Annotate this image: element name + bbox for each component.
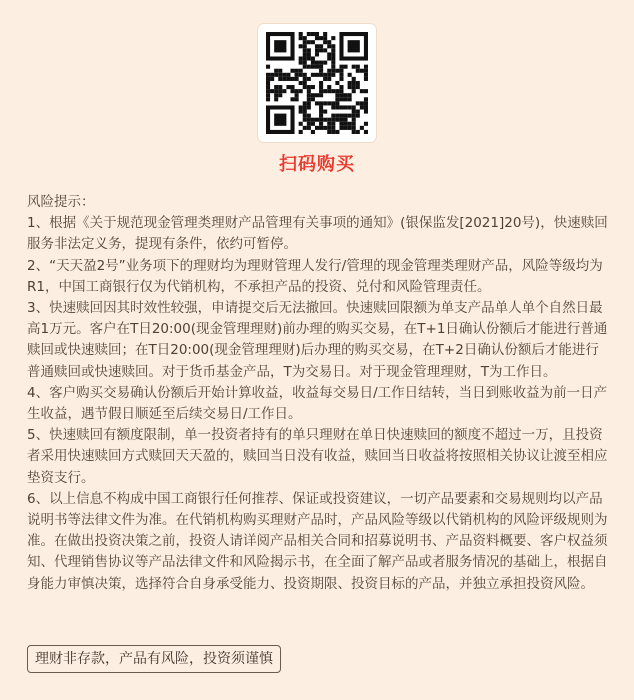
risk-disclosure	[27, 192, 612, 595]
qr-code-icon	[266, 32, 368, 134]
risk-item-5: 5、快速赎回有额度限制，单一投资者持有的单只理财在单日快速赎回的额度不超过一万，且投资者采用快速赎回方式赎回天天盈的，赎回当日没有收益，赎回当日收益将按照相关协议让渡至相应垫资支行。	[27, 427, 608, 486]
risk-notice-badge: 理财非存款，产品有风险，投资须谨慎	[27, 645, 281, 673]
risk-item-2: 2、“天天盈2号”业务项下的理财均为理财管理人发行/管理的现金管理类理财产品，风险等级均为R1，中国工商银行仅为代销机构，不承担产品的投资、兑付和风险管理责任。	[27, 257, 603, 295]
risk-item-4: 4、客户购买交易确认份额后开始计算收益，收益每交易日/工作日结转，当日到账收益为前一日产生收益，遇节假日顺延至后续交易日/工作日。	[27, 384, 608, 423]
risk-item-6: 6、以上信息不构成中国工商银行任何推荐、保证或投资建议，一切产品要素和交易规则均以产品说明书等法律文件为准。在代销机构购买理财产品时，产品风险等级以代销机构的风险评级规则为准。在做出投资决策之前，投资人请详阅产品相关合同和招募说明书、产品资料概要、客户权益须知、代理销售协议等产品法律文件和风险揭示书，在全面了解产品或者服务情况的基础上，根据自身能力审慎决策，选择符合自身承受能力、投资期限、投资目标的产品，并独立承担投资风险。	[27, 490, 608, 592]
qr-code-card[interactable]	[258, 24, 376, 142]
risk-item-1: 1、根据《关于规范现金管理类理财产品管理有关事项的通知》(银保监发[2021]20号)，快速赎回服务非法定义务，提现有条件，依约可暂停。	[27, 215, 608, 253]
risk-item-3: 3、快速赎回因其时效性较强，申请提交后无法撤回。快速赎回限额为单支产品单人单个自然日最高1万元。客户在T日20:00(现金管理理财)前办理的购买交易，在T+1日确认份额后才能进行普通赎回或快速赎回；在T日20:00(现金管理理财)后办理的购买交易，在T+2日确认份额后才能进行普通赎回或快速赎回。对于货币基金产品，T为交易日。对于现金管理理财，T为工作日。	[27, 300, 608, 380]
scan-to-buy-label: 扫码购买	[279, 154, 355, 175]
risk-title: 风险提示：	[27, 194, 95, 210]
